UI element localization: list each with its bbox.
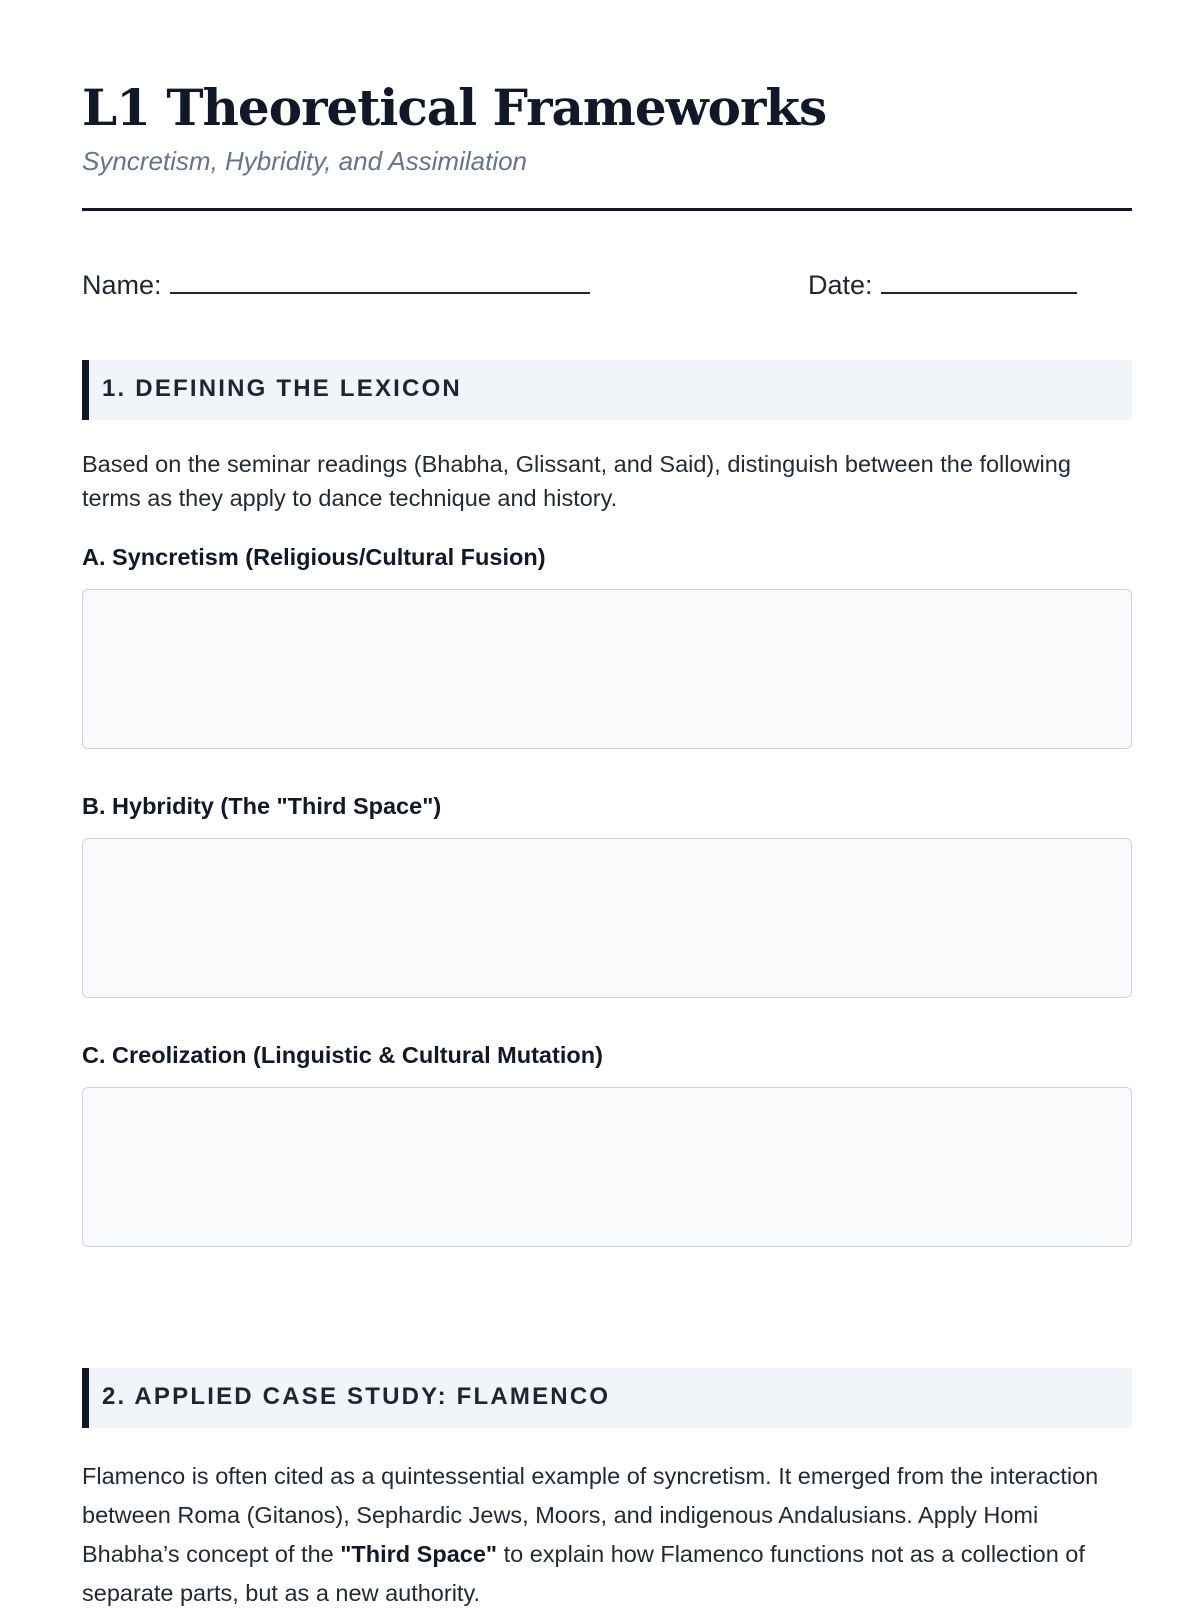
name-field (82, 270, 590, 301)
section-header-lexicon (82, 360, 1132, 420)
answer-box-syncretism[interactable] (82, 589, 1132, 749)
case-study-text-end: to explain how Flamenco functions not as a collection of separate parts, but as a new authority. (82, 1541, 1085, 1606)
section-heading: 1. DEFINING THE LEXICON (102, 375, 462, 402)
name-label: Name: (82, 270, 162, 300)
question-label-creolization: C. Creolization (Linguistic & Cultural Mutation) (82, 1042, 603, 1068)
name-blank-line[interactable] (170, 270, 590, 294)
third-space-emphasis: "Third Space" (340, 1541, 498, 1567)
question-label-syncretism: A. Syncretism (Religious/Cultural Fusion) (82, 544, 546, 570)
date-label: Date: (808, 270, 873, 300)
answer-box-hybridity[interactable] (82, 838, 1132, 998)
case-study-text-start: Flamenco is often cited as a quintessential example of syncretism. It emerged from the interaction between Roma (Gitanos), Sephardic Jews, Moors, and indigenous Andalusians. Apply Homi Bhabha’s concept of the (82, 1463, 1099, 1567)
date-blank-line[interactable] (881, 270, 1077, 294)
title-divider (82, 208, 1132, 211)
case-study-text (82, 1457, 1132, 1613)
question-label-hybridity: B. Hybridity (The "Third Space") (82, 793, 442, 819)
answer-box-creolization[interactable] (82, 1087, 1132, 1247)
section-heading: 2. APPLIED CASE STUDY: FLAMENCO (102, 1383, 611, 1410)
page-title: L1 Theoretical Frameworks (82, 78, 827, 137)
section-intro: Based on the seminar readings (Bhabha, Glissant, and Said), distinguish between the following terms as they apply to dance technique and history. (82, 451, 1071, 511)
date-field (808, 270, 1077, 301)
page-subtitle: Syncretism, Hybridity, and Assimilation (82, 146, 528, 176)
section-header-flamenco (82, 1368, 1132, 1428)
